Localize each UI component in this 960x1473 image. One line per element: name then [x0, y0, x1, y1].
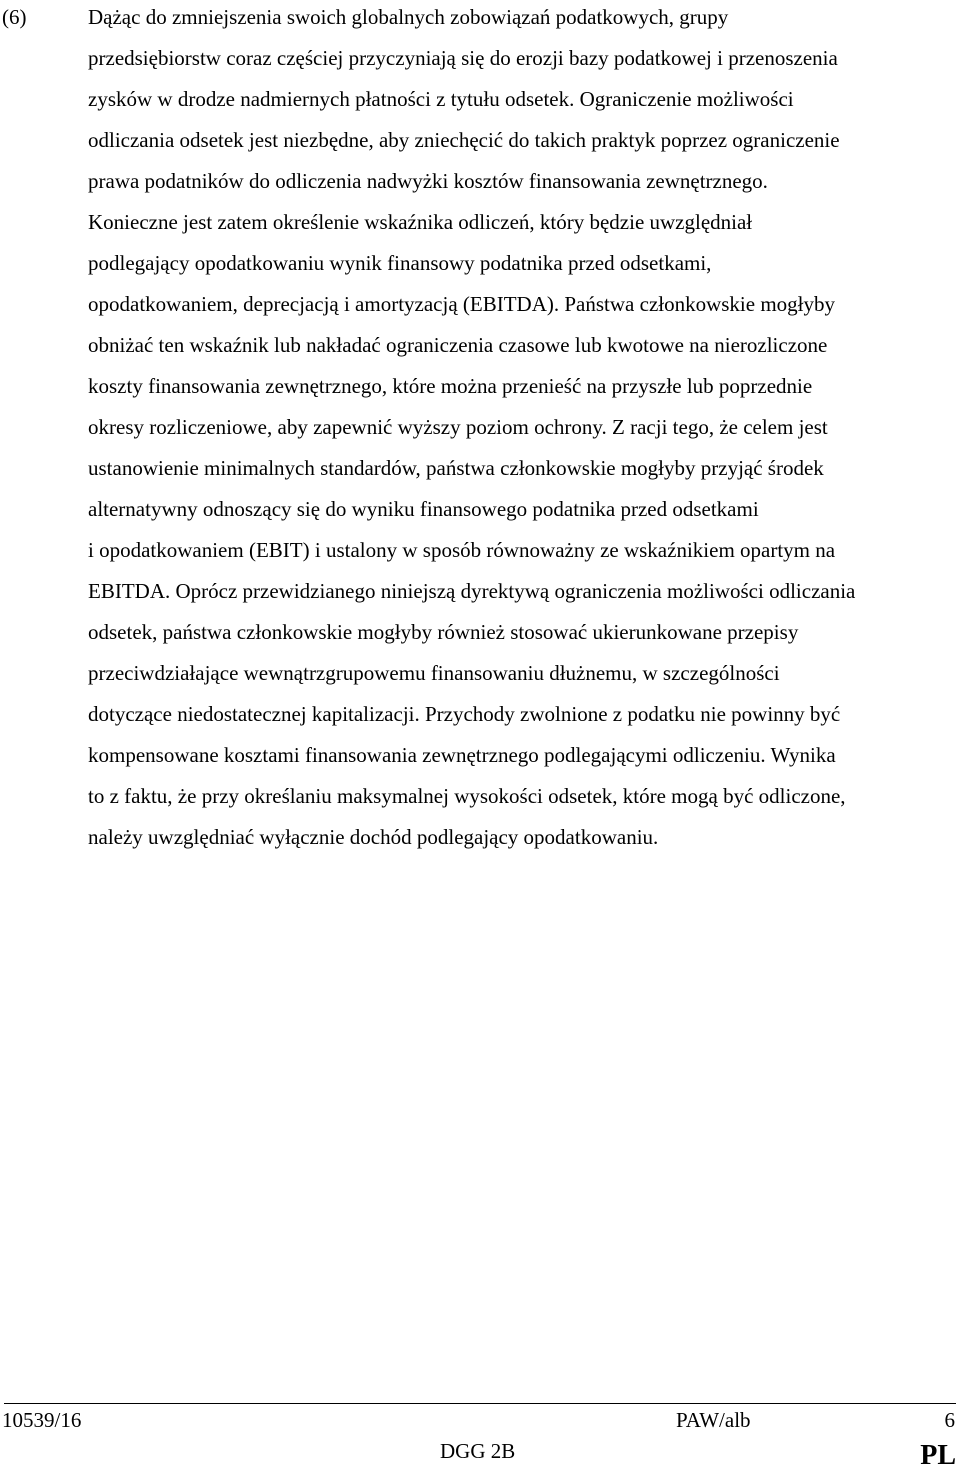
- text-line: przedsiębiorstw coraz częściej przyczyniają się do erozji bazy podatkowej i przenoszenia: [88, 46, 838, 70]
- paragraph-text: [88, 0, 960, 858]
- footer-divider: [4, 1403, 956, 1404]
- text-line: dotyczące niedostatecznej kapitalizacji. Przychody zwolnione z podatku nie powinny być: [88, 702, 841, 726]
- text-line: odliczania odsetek jest niezbędne, aby zniechęcić do takich praktyk poprzez ograniczenie: [88, 128, 840, 152]
- footer-page-number: 6: [944, 1408, 955, 1432]
- text-line: obniżać ten wskaźnik lub nakładać ograniczenia czasowe lub kwotowe na nierozliczone: [88, 333, 828, 357]
- footer-reference: PAW/alb: [676, 1408, 751, 1432]
- text-line: prawa podatników do odliczenia nadwyżki kosztów finansowania zewnętrznego.: [88, 169, 768, 193]
- text-line: Konieczne jest zatem określenie wskaźnika odliczeń, który będzie uwzględniał: [88, 210, 753, 234]
- text-line: okresy rozliczeniowe, aby zapewnić wyższy poziom ochrony. Z racji tego, że celem jest: [88, 415, 828, 439]
- text-line: Dążąc do zmniejszenia swoich globalnych zobowiązań podatkowych, grupy: [88, 5, 729, 29]
- text-line: należy uwzględniać wyłącznie dochód podlegający opodatkowaniu.: [88, 825, 659, 849]
- text-line: ustanowienie minimalnych standardów, państwa członkowskie mogłyby przyjąć środek: [88, 456, 824, 480]
- text-line: odsetek, państwa członkowskie mogłyby również stosować ukierunkowane przepisy: [88, 620, 799, 644]
- text-line: EBITDA. Oprócz przewidzianego niniejszą dyrektywą ograniczenia możliwości odliczania: [88, 579, 856, 603]
- text-line: to z faktu, że przy określaniu maksymalnej wysokości odsetek, które mogą być odliczone,: [88, 784, 846, 808]
- text-line: koszty finansowania zewnętrznego, które można przenieść na przyszłe lub poprzednie: [88, 374, 813, 398]
- text-line: i opodatkowaniem (EBIT) i ustalony w sposób równoważny ze wskaźnikiem opartym na: [88, 538, 836, 562]
- text-line: przeciwdziałające wewnątrzgrupowemu finansowaniu dłużnemu, w szczególności: [88, 661, 780, 685]
- footer-directorate: DGG 2B: [440, 1439, 516, 1463]
- footer-document-number: 10539/16: [2, 1408, 82, 1432]
- text-line: kompensowane kosztami finansowania zewnętrznego podlegającymi odliczeniu. Wynika: [88, 743, 836, 767]
- text-line: podlegający opodatkowaniu wynik finansowy podatnika przed odsetkami,: [88, 251, 712, 275]
- text-line: zysków w drodze nadmiernych płatności z tytułu odsetek. Ograniczenie możliwości: [88, 87, 794, 111]
- footer-language-code: PL: [920, 1440, 956, 1471]
- paragraph-number: (6): [2, 5, 27, 29]
- text-line: alternatywny odnoszący się do wyniku finansowego podatnika przed odsetkami: [88, 497, 759, 521]
- text-line: opodatkowaniem, deprecjacją i amortyzacją (EBITDA). Państwa członkowskie mogłyby: [88, 292, 836, 316]
